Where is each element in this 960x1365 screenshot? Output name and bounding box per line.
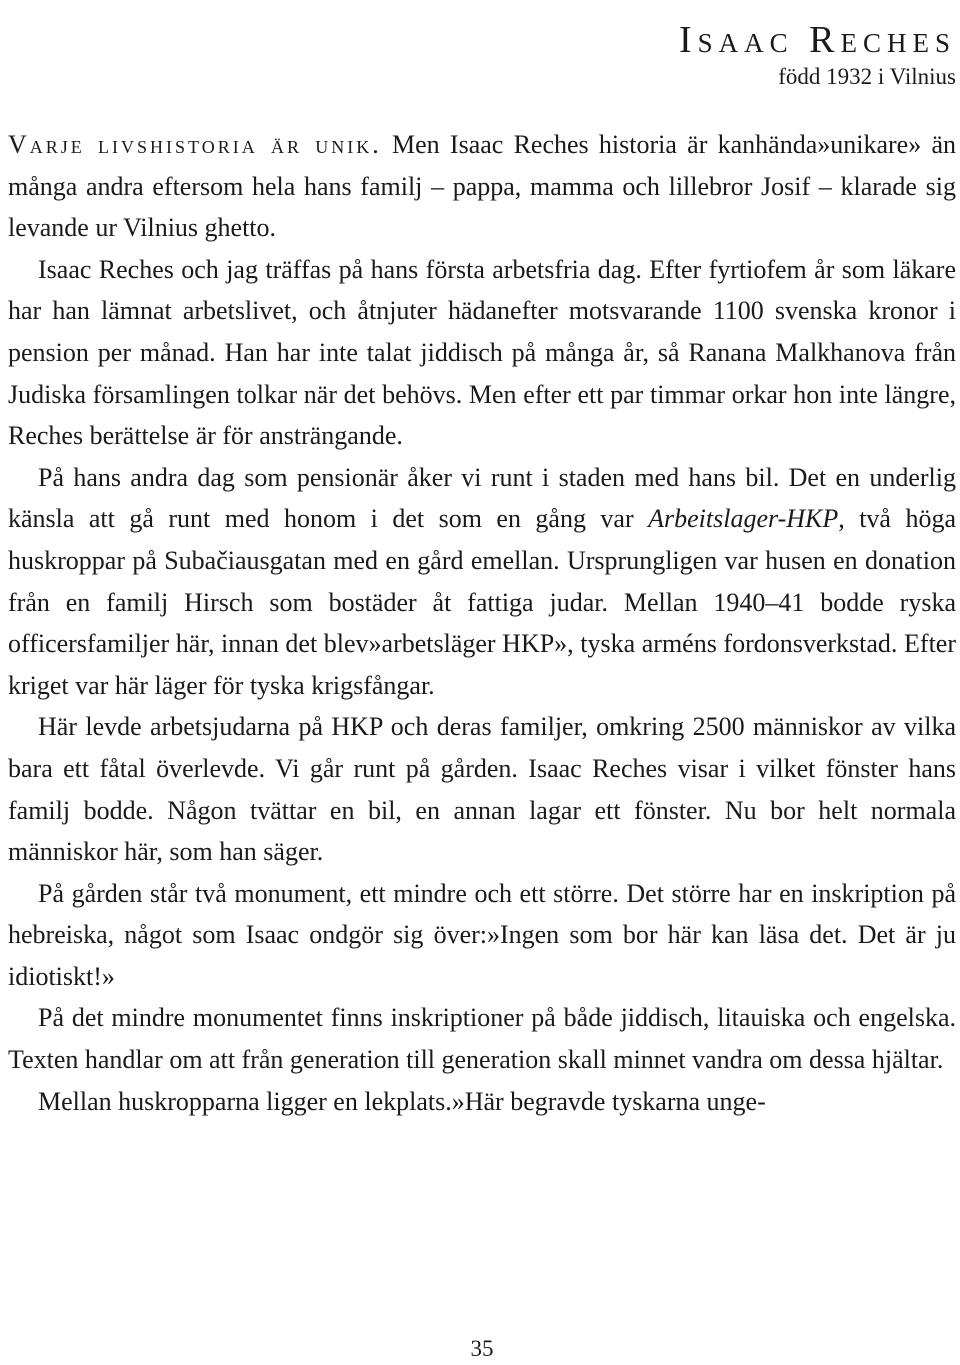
paragraph-3 bbox=[8, 457, 956, 707]
paragraph-2: Isaac Reches och jag träffas på hans första arbetsfria dag. Efter fyrtiofem år som läkare har han lämnat arbetslivet, och åtnjuter hädanefter motsvarande 1100 svenska kronor i pension per månad. Han har inte talat jiddisch på många år, så Ranana Malkhanova från Judiska församlingen tolkar när det behövs. Men efter ett par timmar orkar hon inte längre, Reches berättelse är för ansträngande. bbox=[8, 254, 956, 451]
body-text bbox=[8, 124, 956, 1122]
paragraph-1 bbox=[8, 124, 956, 249]
paragraph-lead-in: Varje livshistoria är unik. bbox=[8, 130, 382, 159]
paragraph-6: På det mindre monumentet finns inskriptioner på både jiddisch, litauiska och engelska. Texten handlar om att från generation till generation skall minnet vandra om dessa hjältar. bbox=[8, 1003, 956, 1075]
chapter-title: Isaac Reches bbox=[678, 19, 956, 61]
chapter-subtitle: född 1932 i Vilnius bbox=[778, 64, 956, 89]
page-number: 35 bbox=[470, 1336, 494, 1361]
paragraph-3-text-a: På hans andra dag som pensionär åker vi runt i staden med hans bil. Det en underlig känsla att gå runt med honom i det som en gång var bbox=[8, 462, 956, 534]
paragraph-3-text-b: , två höga huskroppar på Subačiausgatan med en gård emellan. Ursprungligen var husen en donation från en familj Hirsch som bostäder åt fattiga judar. Mellan 1940–41 bodde ryska officersfamiljer här, innan det blev»arbetsläger HKP», tyska arméns fordonsverkstad. Efter kriget var här läger för tyska krigsfångar. bbox=[8, 504, 956, 700]
paragraph-4: Här levde arbetsjudarna på HKP och deras familjer, omkring 2500 människor av vilka bara ett fåtal överlevde. Vi går runt på gården. Isaac Reches visar i vilket fönster hans familj bodde. Någon tvättar en bil, en annan lagar ett fönster. Nu bor helt normala människor här, som han säger. bbox=[8, 712, 956, 867]
paragraph-5: På gården står två monument, ett mindre och ett större. Det större har en inskription på hebreiska, något som Isaac ondgör sig över:»Ingen som bor här kan läsa det. Det är ju idiotiskt!» bbox=[8, 878, 956, 991]
book-page bbox=[8, 0, 956, 1365]
paragraph-7: Mellan huskropparna ligger en lekplats.»Här begravde tyskarna unge- bbox=[38, 1086, 766, 1116]
paragraph-3-emphasis: Arbeitslager-HKP bbox=[648, 504, 839, 534]
paragraph-1-text: Men Isaac Reches historia är kanhända»unikare» än många andra eftersom hela hans familj – pappa, mamma och lillebror Josif – klarade sig levande ur Vilnius ghetto. bbox=[8, 130, 956, 243]
chapter-header bbox=[679, 18, 956, 92]
